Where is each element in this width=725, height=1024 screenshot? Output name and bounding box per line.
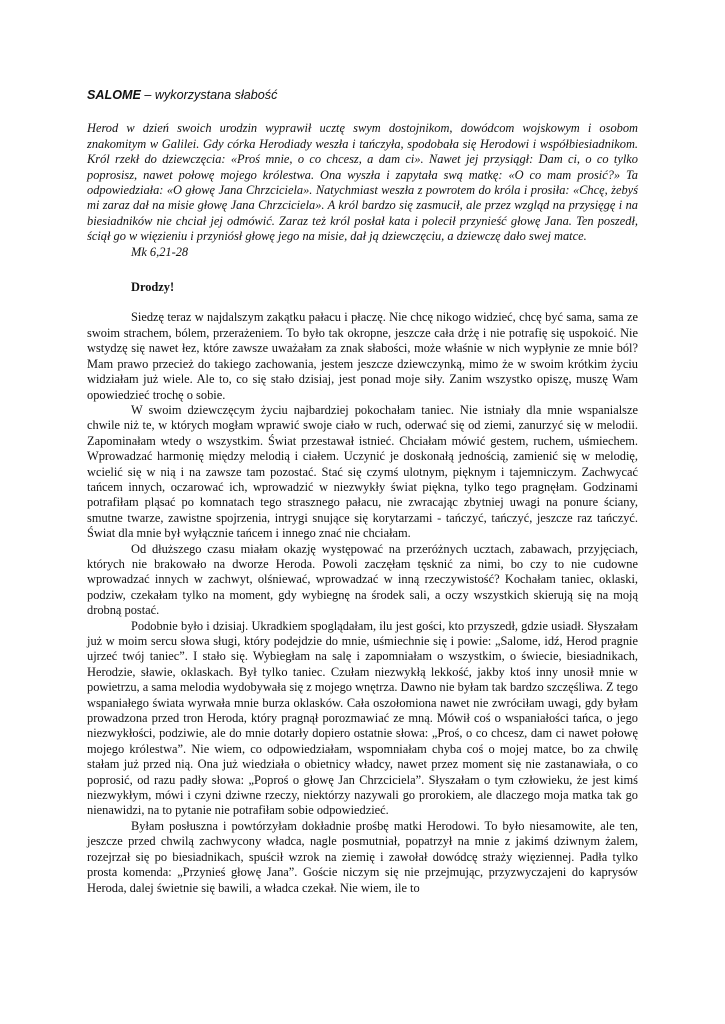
document-title [87, 88, 638, 103]
paragraph: Podobnie było i dzisiaj. Ukradkiem spoglądałam, ilu jest gości, kto przyszedł, gdzie usiadł. Słyszałam już w moim sercu słowa sługi, który podejdzie do mnie, uśmiechnie się i powie: „Salome, idź, Herod pragnie ujrzeć twój taniec”. I stało się. Wybiegłam na salę i zapomniałam o wszystkim, o świecie, biesiadnikach, Herodzie, sławie, oklaskach. Był tylko taniec. Czułam niezwykłą lekkość, jakby ktoś inny unosił mnie w powietrzu, a sama melodia wydobywała się z mojego wnętrza. Dawno nie byłam tak bardzo szczęśliwa. Z tego wspaniałego świata wyrwała mnie burza oklasków. Cała oszołomiona nawet nie zwróciłam uwagi, gdy byłam prowadzona przed tron Heroda, który pragnął porozmawiać ze mną. Mówił coś o wspaniałości tańca, o jego niezwykłości, podziwie, ale do mnie dotarły dopiero ostatnie słowa: „Proś, o co chcesz, dam ci nawet połowę mojego królestwa”. Nie wiem, co odpowiedziałam, wspomniałam chyba coś o mojej matce, bo za chwilę stałam już przed nią. Ona już wiedziała o obietnicy władcy, nawet przez moment się nie zastanawiała, o co poprosić, od razu padły słowa: „Poproś o głowę Jan Chrzciciela”. Słyszałam o tym człowieku, że jest kimś niezwykłym, mówi i czyni dziwne rzeczy, niektórzy nazywali go prorokiem, ale dlaczego moja matka tak go nienawidzi, na to pytanie nie potrafiłam sobie odpowiedzieć. [87, 618, 638, 818]
title-name: SALOME [87, 88, 141, 102]
title-subtitle: – wykorzystana słabość [140, 88, 278, 102]
scripture-quote: Herod w dzień swoich urodzin wyprawił ucztę swym dostojnikom, dowódcom wojskowym i osobom znakomitym w Galilei. Gdy córka Herodiady weszła i tańczyła, spodobała się Herodowi i współbiesiadnikom. Król rzekł do dziewczęcia: «Proś mnie, o co chcesz, a dam ci». Nawet jej przysiągł: Dam ci, o co tylko poprosisz, nawet połowę mojego królestwa. Ona wyszła i zapytała swą matkę: «O co mam prosić?» Ta odpowiedziała: «O głowę Jana Chrzciciela». Natychmiast weszła z powrotem do króla i prosiła: «Chcę, żebyś mi zaraz dał na misie głowę Jana Chrzciciela». A król bardzo się zasmucił, ale przez wzgląd na przysięgę i na biesiadników nie chciał jej odmówić. Zaraz też król posłał kata i polecił przynieść głowę Jana. Ten poszedł, ściął go w więzieniu i przyniósł głowę jego na misie, dał ją dziewczęciu, a dziewczę dało swej matce. [87, 121, 638, 244]
paragraph: Byłam posłuszna i powtórzyłam dokładnie prośbę matki Herodowi. To było niesamowite, ale ten, jeszcze przed chwilą zachwycony władca, nagle posmutniał, popatrzył na mnie z jakimś dziwnym żalem, rozejrzał się po biesiadnikach, spuścił wzrok na ziemię i zawołał dowódcę straży więziennej. Padła tylko prosta komenda: „Przynieś głowę Jana”. Goście niczym się nie przejmując, przyzwyczajeni do kaprysów Heroda, dalej świetnie się bawili, a władca czekał. Nie wiem, ile to [87, 818, 638, 895]
document-page [87, 88, 638, 896]
scripture-reference: Mk 6,21-28 [131, 244, 189, 259]
paragraph: Siedzę teraz w najdalszym zakątku pałacu i płaczę. Nie chcę nikogo widzieć, chcę być sama, sama ze swoim strachem, bólem, przerażeniem. To było tak okropne, jeszcze cała drżę i nie potrafię się uspokoić. Nie wstydzę się nawet łez, które zawsze uważałam za znak słabości, może właśnie w nich wypłynie ze mnie ból? Mam prawo przecież do takiego zachowania, jestem jeszcze dziewczynką, mimo że w swoim krótkim życiu widziałam już wiele. Ale to, co się stało dzisiaj, jest ponad moje siły. Zanim wszystko opiszę, muszę Wam opowiedzieć trochę o sobie. [87, 310, 638, 402]
greeting: Drodzy! [131, 280, 175, 295]
paragraph: W swoim dziewczęcym życiu najbardziej pokochałam taniec. Nie istniały dla mnie wspanialsze chwile niż te, w których mogłam wprawić swoje ciało w ruch, oderwać się od ziemi, zanurzyć się w melodii. Zapominałam wtedy o wszystkim. Świat przestawał istnieć. Chciałam mówić gestem, ruchem, uśmiechem. Wprowadzać harmonię między melodią i ciałem. Uczynić je doskonałą jednością, zamienić się w melodię, wcielić się w nią i na zawsze tam pozostać. Stać się czymś ulotnym, pięknym i tajemniczym. Zachwycać tańcem innych, oczarować ich, wprowadzić w niezwykły świat piękna, tylko tego pragnęłam. Godzinami potrafiłam pląsać po komnatach tego strasznego pałacu, nie zwracając zbytniej uwagi na ponure ściany, smutne twarze, zawistne spojrzenia, intrygi snujące się korytarzami - tańczyć, tańczyć, jeszcze raz tańczyć. Świat dla mnie był wyłącznie tańcem i innego znać nie chciałam. [87, 402, 638, 541]
paragraph: Od dłuższego czasu miałam okazję występować na przeróżnych ucztach, zabawach, przyjęciach, których nie brakowało na dworze Heroda. Powoli zaczęłam tęsknić za nimi, bo czy to nie cudowne wprowadzać innych w zachwyt, olśniewać, wprowadzać w inną rzeczywistość? Kochałam taniec, oklaski, podziw, czekałam tylko na moment, gdy wybiegnę na środek sali, a oczy wszystkich skierują się na moją drobną postać. [87, 541, 638, 618]
